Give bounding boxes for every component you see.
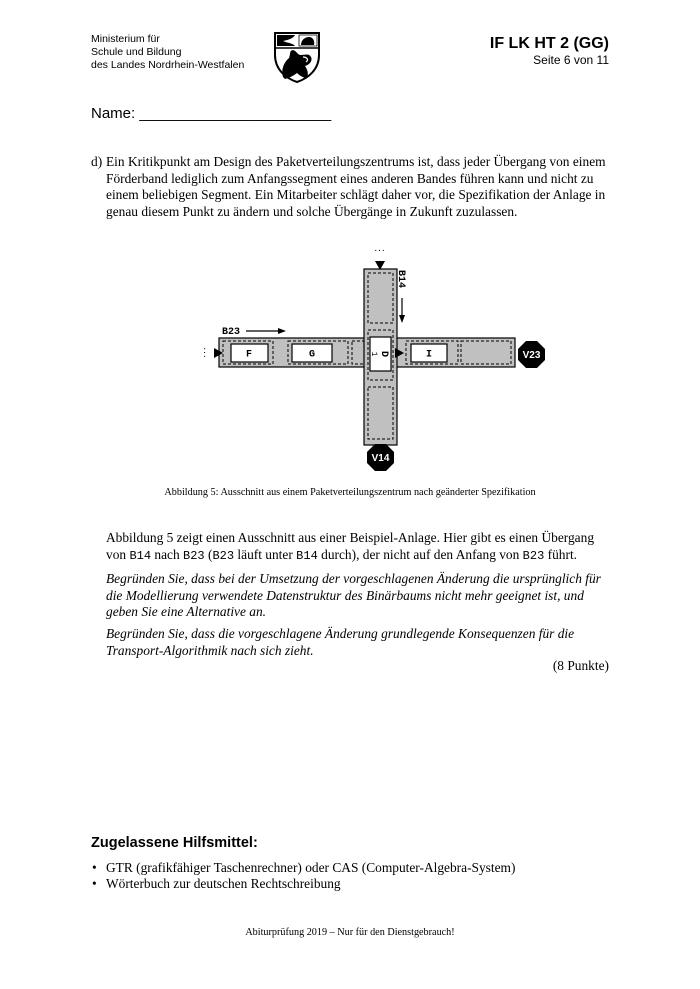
exam-code: IF LK HT 2 (GG) bbox=[489, 35, 609, 52]
nrw-crest-icon bbox=[273, 31, 321, 83]
ministry-name bbox=[91, 33, 244, 72]
text-run: läuft unter bbox=[234, 546, 297, 562]
parcel-g-label: G bbox=[308, 349, 316, 361]
aids-title: Zugelassene Hilfsmittel: bbox=[91, 835, 258, 851]
text-run: durch), der nicht auf den Anfang von bbox=[317, 546, 523, 562]
code-b23: B23 bbox=[183, 548, 205, 563]
task-label: d) bbox=[91, 154, 103, 169]
parcel-d-label: D bbox=[378, 350, 389, 358]
code-b23: B23 bbox=[212, 548, 235, 563]
arrow-b14-head bbox=[399, 315, 405, 323]
ministry-line-2: Schule und Bildung bbox=[91, 46, 182, 58]
text-run: Abbildung 5 zeigt einen Ausschnitt aus einer Beispiel-Anlage. Hier gibt es einen Übergang von bbox=[106, 530, 595, 562]
list-item: • GTR (grafikfähiger Taschenrechner) oder CAS (Computer-Algebra-System) bbox=[91, 860, 515, 876]
arrow-b23-head bbox=[278, 328, 286, 334]
dots-left: ... bbox=[201, 347, 212, 359]
code-b14: B14 bbox=[129, 548, 152, 563]
parcel-f-label: F bbox=[245, 349, 253, 361]
page-number: Seite 6 von 11 bbox=[533, 53, 609, 67]
label-b23: B23 bbox=[222, 327, 241, 338]
figure-description bbox=[106, 530, 609, 564]
code-b14: B14 bbox=[296, 548, 318, 563]
task-instruction-2: Begründen Sie, dass die vorgeschlagene Änderung grundlegende Konsequenzen für die Transport-Algorithmik nach sich zieht. bbox=[106, 626, 575, 658]
ministry-line-3: des Landes Nordrhein-Westfalen bbox=[91, 59, 245, 71]
parcel-i-label: I bbox=[425, 349, 433, 361]
text-run: ( bbox=[204, 546, 213, 562]
code-b23: B23 bbox=[522, 548, 545, 563]
label-v14: V14 bbox=[371, 453, 390, 464]
ministry-line-1: Ministerium für bbox=[91, 33, 160, 45]
text-run: nach bbox=[151, 546, 184, 562]
aids-list bbox=[91, 860, 515, 892]
points: (8 Punkte) bbox=[552, 658, 609, 673]
dots-top: ... bbox=[374, 243, 386, 254]
task-instruction-1: Begründen Sie, dass bei der Umsetzung der vorgeschlagenen Änderung die ursprünglich für die Modellierung verwendete Datenstruktur des Binärbaums nicht mehr geeignet ist, und geben Sie eine Alternative an. bbox=[106, 571, 601, 619]
parcel-d-sub: 1 bbox=[369, 351, 378, 357]
conveyor-figure bbox=[190, 240, 560, 475]
label-b14: B14 bbox=[395, 270, 406, 289]
list-item: • Wörterbuch zur deutschen Rechtschreibung bbox=[91, 876, 515, 892]
label-v23: V23 bbox=[522, 350, 541, 361]
name-field: Name: _______________________ bbox=[91, 105, 332, 122]
figure-caption: Abbildung 5: Ausschnitt aus einem Paketverteilungszentrum nach geänderter Spezifikation bbox=[164, 487, 536, 498]
footer: Abiturprüfung 2019 – Nur für den Dienstgebrauch! bbox=[245, 927, 455, 938]
task-text: Ein Kritikpunkt am Design des Paketverteilungszentrums ist, dass jeder Übergang von einem Förderband lediglich zum Anfangssegment eines anderen Bandes führen kann und nicht zu einem beliebigen Segment. Ein Mitarbeiter schlägt daher vor, die Spezifikation der Anlage in genau diesem Punkt zu ändern und solche Übergänge in Zukunft zuzulassen. bbox=[106, 154, 606, 219]
text-run: führt. bbox=[544, 546, 578, 562]
